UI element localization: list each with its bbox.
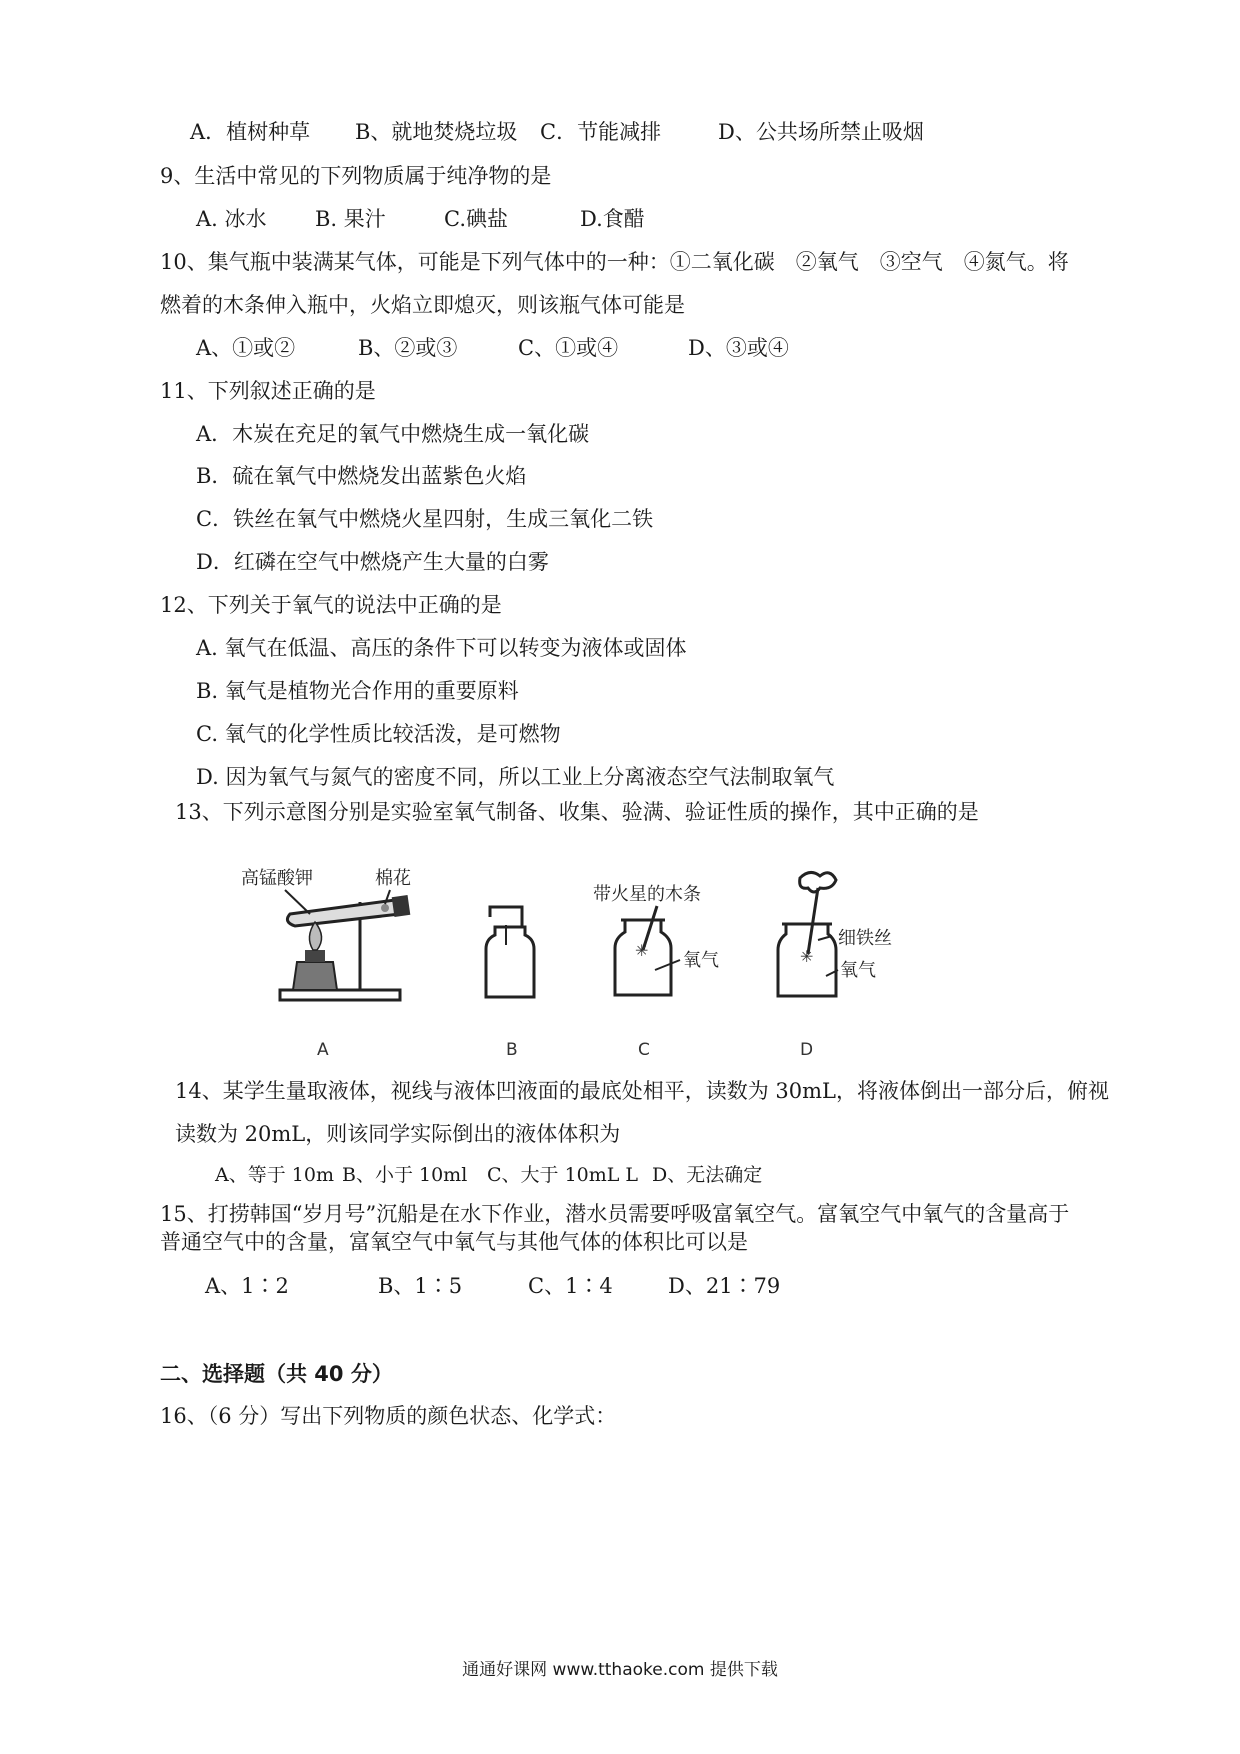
figure-d-label-oxygen: 氧气 bbox=[840, 960, 876, 981]
figure-a-heating-apparatus bbox=[235, 862, 430, 1007]
q9-option-b: B. 果汁 bbox=[315, 207, 386, 231]
q11-stem: 11、下列叙述正确的是 bbox=[160, 379, 376, 403]
q10-stem-line1: 10、集气瓶中装满某气体，可能是下列气体中的一种：①二氧化碳 ②氧气 ③空气 ④氮气。将 bbox=[160, 250, 1069, 274]
q14-option-a: A、等于 10m bbox=[215, 1164, 334, 1186]
svg-text:✳: ✳ bbox=[635, 941, 649, 960]
q10-option-a: A、①或② bbox=[196, 336, 296, 360]
q11-option-d: D．红磷在空气中燃烧产生大量的白雾 bbox=[196, 550, 549, 574]
q8-option-c: C．节能减排 bbox=[540, 120, 662, 144]
q12-stem: 12、下列关于氧气的说法中正确的是 bbox=[160, 593, 502, 617]
q8-option-b: B、就地焚烧垃圾 bbox=[355, 120, 518, 144]
q9-option-c: C.碘盐 bbox=[444, 207, 508, 231]
q11-option-c: C．铁丝在氧气中燃烧火星四射，生成三氧化二铁 bbox=[196, 507, 654, 531]
q14-option-b: B、小于 10ml bbox=[342, 1164, 468, 1186]
q11-option-a: A．木炭在充足的氧气中燃烧生成一氧化碳 bbox=[196, 422, 590, 446]
q15-option-a: A、1∶2 bbox=[205, 1274, 289, 1298]
svg-text:✳: ✳ bbox=[800, 947, 814, 966]
q9-option-d: D.食醋 bbox=[580, 207, 645, 231]
figure-letter-c: C bbox=[638, 1040, 650, 1060]
q15-stem-line1: 15、打捞韩国“岁月号”沉船是在水下作业，潜水员需要呼吸富氧空气。富氧空气中氧气的含量高于 bbox=[160, 1202, 1070, 1226]
figure-letter-a: A bbox=[317, 1040, 329, 1060]
q14-option-d: D、无法确定 bbox=[652, 1164, 763, 1186]
q12-option-b: B. 氧气是植物光合作用的重要原料 bbox=[196, 679, 519, 703]
q8-option-d: D、公共场所禁止吸烟 bbox=[718, 120, 924, 144]
q15-option-d: D、21∶79 bbox=[668, 1274, 781, 1298]
figure-c-label-splint: 带火星的木条 bbox=[593, 884, 701, 905]
section-2-title: 二、选择题（共 40 分） bbox=[160, 1362, 393, 1386]
q10-option-b: B、②或③ bbox=[358, 336, 458, 360]
q16-stem: 16、（6 分）写出下列物质的颜色状态、化学式： bbox=[160, 1404, 617, 1428]
q14-stem-line2: 读数为 20mL，则该同学实际倒出的液体体积为 bbox=[175, 1122, 621, 1146]
figure-letter-d: D bbox=[800, 1040, 814, 1060]
q10-option-c: C、①或④ bbox=[518, 336, 619, 360]
q12-option-d: D. 因为氧气与氮气的密度不同，所以工业上分离液态空气法制取氧气 bbox=[196, 765, 835, 789]
figure-c-glowing-splint-test bbox=[585, 880, 755, 1005]
figure-d-label-iron-wire: 细铁丝 bbox=[838, 928, 892, 949]
figure-b-gas-bottle bbox=[470, 905, 550, 1005]
q9-option-a: A. 冰水 bbox=[196, 207, 267, 231]
q15-option-c: C、1∶4 bbox=[528, 1274, 613, 1298]
figure-a-label-kmno4: 高锰酸钾 bbox=[241, 868, 313, 889]
q13-stem: 13、下列示意图分别是实验室氧气制备、收集、验满、验证性质的操作，其中正确的是 bbox=[175, 800, 979, 824]
q8-option-a: A．植树种草 bbox=[190, 120, 311, 144]
page-footer: 通通好课网 www.tthaoke.com 提供下载 bbox=[462, 1660, 778, 1680]
q10-option-d: D、③或④ bbox=[688, 336, 789, 360]
q10-stem-line2: 燃着的木条伸入瓶中，火焰立即熄灭，则该瓶气体可能是 bbox=[160, 293, 685, 317]
q9-stem: 9、生活中常见的下列物质属于纯净物的是 bbox=[160, 164, 552, 188]
figure-d-iron-wire-burning bbox=[770, 868, 920, 1008]
q14-stem-line1: 14、某学生量取液体，视线与液体凹液面的最底处相平，读数为 30mL，将液体倒出一部分后，俯视 bbox=[175, 1079, 1109, 1103]
figure-a-label-cotton: 棉花 bbox=[375, 868, 411, 889]
figure-c-label-oxygen: 氧气 bbox=[683, 950, 719, 971]
q11-option-b: B．硫在氧气中燃烧发出蓝紫色火焰 bbox=[196, 464, 527, 488]
q14-option-c: C、大于 10mL L bbox=[487, 1164, 639, 1186]
q15-option-b: B、1∶5 bbox=[378, 1274, 463, 1298]
q12-option-c: C. 氧气的化学性质比较活泼，是可燃物 bbox=[196, 722, 561, 746]
q15-stem-line2: 普通空气中的含量，富氧空气中氧气与其他气体的体积比可以是 bbox=[160, 1230, 748, 1254]
figure-letter-b: B bbox=[506, 1040, 518, 1060]
q12-option-a: A. 氧气在低温、高压的条件下可以转变为液体或固体 bbox=[196, 636, 687, 660]
